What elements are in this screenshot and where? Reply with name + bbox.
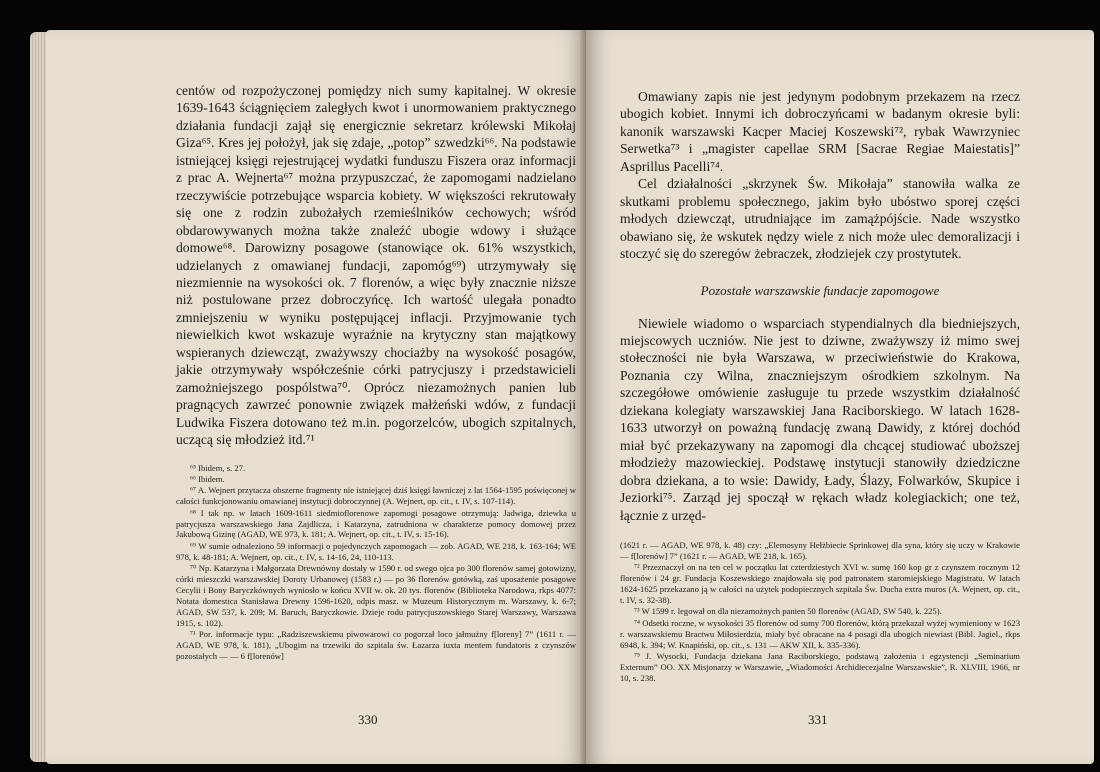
footnote-75: ⁷⁵ J. Wysocki, Fundacja dziekana Jana Raciborskiego, podstawą założenia i egzystencji „Seminarium Externum” OO. XX Misjonarzy w Warszawie, „Wiadomości Archidiecezjalne Warszawskie”, R. XLVIII, 1966, nr 10, s. 238.	[620, 651, 1020, 683]
right-paragraph-1: Omawiany zapis nie jest jedynym podobnym przekazem na rzecz ubogich kobiet. Innymi ich dobroczyńcami w badanym okresie byli: kanonik warszawski Kacper Maciej Koszewski⁷², rybak Wawrzyniec Serwetka⁷³ i „magister capellae SRM [Sacrae Regiae Maiestatis]” Asprillus Pacelli⁷⁴.	[620, 89, 1020, 174]
footnote-73: ⁷³ W 1599 r. legował on dla niezamożnych panien 50 florenów (AGAD, SW 540, k. 225).	[634, 606, 942, 617]
left-paragraph: centów od rozpożyczonej pomiędzy nich sumy kapitalnej. W okresie 1639-1643 ściągnięciem zaległych kwot i unormowaniem praktycznego działania fundacji zajął się energicznie sekretarz królewski Mikołaj Giza⁶⁵. Kres jej położył, jak się zdaje, „potop” szwedzki⁶⁶. Na podstawie istniejącej księgi rejestrującej wydatki funduszu Fiszera oraz informacji z prac A. Wejnerta⁶⁷ można przypuszczać, że zapomogami nadzielano rzeczywiście potrzebujące wsparcia kobiety. W większości rekrutowały się one z rodzin zubożałych rzemieślników cechowych; wśród obdarowywanych można także znaleźć ubogie wdowy i służące domowe⁶⁸. Darowizny posagowe (stanowiące ok. 61% wszystkich, udzielanych z omawianej fundacji, zapomóg⁶⁹) utrzymywały się niezmiennie na wysokości ok. 7 florenów, a więc były znacznie niższe niż postulowane przez dobroczyńcę. Ich wartość ulegała ponadto zmniejszeniu w wyniku postępującej inflacji. Przyjmowanie tych niewielkich kwot wskazuje wyraźnie na krytyczny stan majątkowy wspieranych dziewcząt, zważywszy chociażby na wysokość posagów, jakie otrzymywały współcześnie córki patrycjuszy i przedstawicieli zamożniejszego pospólstwa⁷⁰. Oprócz niezamożnych panien lub pragnących zawrzeć ponownie związek małżeński wdów, z fundacji Ludwika Fiszera dotowano też m.in. pogorzelców, ubogich szpitalnych, uczącą się młodzież itd.⁷¹	[176, 83, 576, 448]
footnote-68: ⁶⁸ I tak np. w latach 1609-1611 siedmioflorenowe zapomogi posagowe otrzymują: Jadwiga, dziewka u patrycjusza warszawskiego Jana Zajdlicza, i Katarzyna, zatrudniona w charakterze pomocy domowej przez Jakubową Gizinę (AGAD, WE 973, k. 181; A. Wejnert, op. cit., t. IV, s. 15-16).	[176, 507, 576, 540]
section-heading: Pozostałe warszawskie fundacje zapomogowe	[700, 282, 940, 298]
footnote-71-continued: (1621 r. — AGAD, WE 978, k. 48) czy: „Elemosyny Hełżbiecie Sprinkowej dla syna, który się uczy w Krakowie — f[lorenów] 7” (1621 r. — AGAD, WE 218, k. 165).	[620, 539, 1020, 561]
footnote-70: ⁷⁰ Np. Katarzyna i Małgorzata Drewnówny dostały w 1590 r. od swego ojca po 300 florenów samej gotowizny, córki mieszczki warszawskiej Doroty Urbanowej (1583 r.) — po 36 florenów gotówką, zaś uposażenie posagowe Cecylii i Bony Baryczkównych wyniosło w końcu XVII w. ok. 20 tys. florenów (Biblioteka Narodowa, rkps 4077: Notata domestica Stanisława Drewny 1596-1620, odpis masz. w Muzeum Historycznym m. Warszawy, k. 6-7; AGAD, SW 537, k. 209; M. Baruch, Baryczkowie. Dzieje rodu patrycjuszowskiego Starej Warszawy, Warszawa 1915, s. 102).	[176, 563, 576, 628]
left-page-content	[176, 82, 576, 662]
right-page	[586, 30, 1094, 764]
book-spread	[14, 12, 1086, 766]
footnote-72: ⁷² Przeznaczył on na ten cel w początku lat czterdziestych XVI w. sumę 160 kop gr z czynszem rocznym 12 florenów i 24 gr. Fundacja Koszewskiego znajdowała się pod patronatem staromiejskiego Magistratu. W latach 1624-1625 przekazano ją w całości na użytek podopiecznych szpitala Św. Ducha extra muros (A. Wejnert, op. cit., t. IV, s. 32-38).	[620, 562, 1020, 605]
footnote-65: ⁶⁵ Ibidem, s. 27.	[190, 462, 246, 473]
right-body-text	[620, 88, 1020, 263]
footnote-67: ⁶⁷ A. Wejnert przytacza obszerne fragmenty nie istniejącej dziś księgi ławniczej z lat 1564-1595 poświęconej w całości funkcjonowaniu omawianej instytucji dobroczynnej (A. Wejnert, op. cit., t. IV, s. 107-114).	[176, 485, 576, 507]
right-paragraph-2: Cel działalności „skrzynek Św. Mikołaja” stanowiła walka ze skutkami problemu społecznego, jakim było ubóstwo sporej części młodych dziewcząt, utrudniające im zamążpójście. Nade wszystko obawiano się, że wskutek nędzy wiele z nich może ulec demoralizacji i stoczyć się do szeregów żebraczek, złodziejek czy prostytutek.	[620, 176, 1020, 262]
left-body-text	[176, 82, 576, 449]
right-footnotes	[620, 540, 1020, 684]
footnote-71: ⁷¹ Por. informacje typu: „Radziszewskiemu piwowarowi co pogorzał loco jałmużny f[loreny] 7” (1611 r. — AGAD, WE 978, k. 181), „Ubogim na trzewiki do szpitala św. Łazarza iuxta mentem fundatoris z czynszów pozostałych — — 6 f[lorenów]	[176, 629, 576, 661]
left-footnotes	[176, 463, 576, 662]
footnote-66: ⁶⁶ Ibidem.	[190, 473, 225, 484]
right-section-text	[620, 315, 1020, 524]
right-paragraph-3: Niewiele wiadomo o wsparciach stypendialnych dla biedniejszych, miejscowych uczniów. Nie jest to dziwne, zważywszy iż mimo swej stołeczności nie była Warszawa, w przeciwieństwie do Krakowa, Poznania czy Wilna, znaczniejszym ośrodkiem szkolnym. Na szczegółowe omówienie zasługuje tu przede wszystkim działalność dziekana kolegiaty warszawskiej Jana Raciborskiego. W latach 1628-1633 utworzył on poważną fundację zwaną Dawidy, z której dochód miał być przekazywany na zapomogi dla chcącej studiować uboższej młodzieży mazowieckiej. Podstawę instytucji stanowiły dziedziczne dobra dziekana, a to wsie: Dawidy, Łady, Ślazy, Folwarków, Skupice i Jeziorki⁷⁵. Zarząd jej spoczął w rękach władz kolegiackich; one też, łącznie z urzęd-	[620, 315, 1020, 523]
right-page-content	[620, 88, 1020, 684]
page-number-right: 331	[808, 712, 828, 727]
page-number-left: 330	[358, 712, 378, 727]
left-page	[46, 30, 586, 764]
footnote-69: ⁶⁹ W sumie odnaleziono 59 informacji o pojedynczych zapomogach — zob. AGAD, WE 218, k. 163-164; WE 978, k. 48-181; A. Wejnert, op. cit., t. IV, s. 14-16, 24, 110-113.	[176, 540, 576, 562]
footnote-74: ⁷⁴ Odsetki roczne, w wysokości 35 florenów od sumy 700 florenów, którą przekazał wyżej wymieniony w 1623 r. warszawskiemu Bractwu Miłosierdzia, miały być obracane na 4 posagi dla ubogich niewiast (Bibl. Jagiel., rkps 6948, k. 394; W. Knapiński, op. cit., s. 131 — AKW XII, k. 335-336).	[620, 617, 1020, 650]
